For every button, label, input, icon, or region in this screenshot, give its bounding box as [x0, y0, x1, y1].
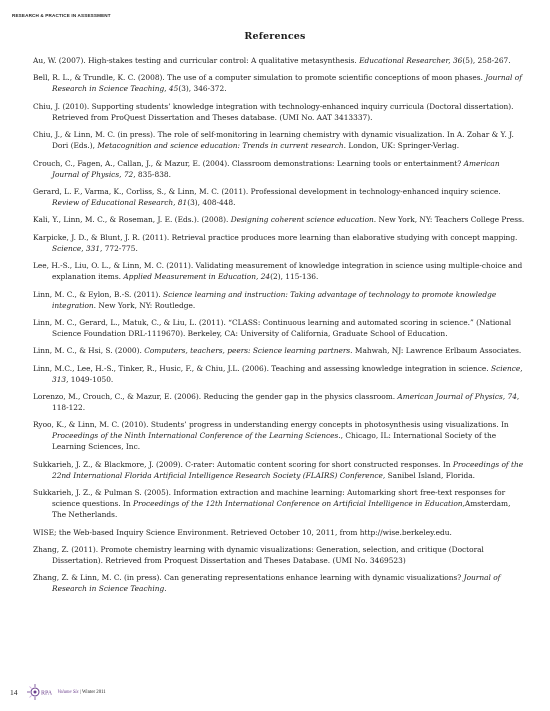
rpa-logo-icon: [26, 683, 56, 701]
reference-text-tail: New York, NY: Teachers College Press.: [376, 215, 525, 225]
reference-text: Kali, Y., Linn, M. C., & Roseman, J. E. (Eds.). (2008).: [33, 215, 231, 225]
reference-entry: [33, 572, 525, 594]
reference-text: Chiu, J. (2010). Supporting students’ knowledge integration with technology-enhanced inquiry curricula (Doctoral dissertation). Retrieved from ProQuest Dissertation and Theses database. (UMI No. AAT 3413337).: [33, 101, 514, 122]
reference-text-tail: , 118-122.: [52, 392, 520, 413]
reference-text-tail: Amsterdam, The Netherlands.: [52, 499, 511, 520]
reference-text: WISE; the Web-based Inquiry Science Environment. Retrieved October 10, 2011, from http://wise.berkeley.edu.: [33, 527, 452, 537]
reference-text: Karpicke, J. D., & Blunt, J. R. (2011). Retrieval practice produces more learning than elaborative studying with concept mapping.: [33, 232, 518, 242]
reference-source-title: Proceedings of the Ninth International Conference of the Learning Sciences.: [52, 431, 341, 441]
reference-text-tail: , Chicago, IL: International Society of the Learning Sciences, Inc.: [52, 431, 497, 452]
reference-source-title: American Journal of Physics, 74: [397, 392, 517, 402]
reference-source-title: Proceedings of the 22nd International Florida Artificial Intelligence Research Society (FLAIRS) Conference,: [52, 459, 524, 480]
reference-source-title: Applied Measurement in Education, 24: [123, 272, 271, 282]
reference-text: Linn, M. C., & Hsi, S. (2000).: [33, 346, 145, 356]
reference-entry: [33, 317, 525, 339]
reference-text: Ryoo, K., & Linn, M. C. (2010). Students’ progress in understanding energy concepts in photosynthesis using visualizations. In: [33, 420, 509, 430]
reference-source-title: Science learning and instruction: Taking advantage of technology to promote knowledge integration.: [52, 289, 497, 310]
reference-text-tail: (2), 115-136.: [270, 272, 319, 282]
reference-entry: [33, 55, 525, 66]
reference-source-title: Designing coherent science education.: [230, 215, 377, 225]
reference-entry: [33, 363, 525, 385]
reference-entry: [33, 391, 525, 413]
reference-text-tail: , 772-775.: [100, 243, 138, 253]
reference-text: Zhang, Z. (2011). Promote chemistry learning with dynamic visualizations: Generation, selection, and critique (Doctoral Dissertation). Retrieved from Proquest Dissertation and Theses Database. (UMI No. 3469523): [33, 545, 484, 566]
page-number: 14: [10, 687, 18, 697]
reference-text-tail: Mahwah, NJ: Lawrence Erlbaum Associates.: [352, 346, 522, 356]
reference-text-tail: New York, NY: Routledge.: [96, 300, 196, 310]
volume-text: Volume Six: [57, 689, 79, 695]
reference-entry: [33, 289, 525, 311]
reference-source-title: American Journal of Physics, 72: [52, 158, 500, 179]
reference-text-tail: London, UK: Springer-Verlag.: [345, 141, 460, 151]
reference-source-title: Science, 331: [52, 243, 101, 253]
running-header: RESEARCH & PRACTICE IN ASSESSMENT: [12, 13, 111, 18]
reference-source-title: Proceedings of the 12th International Conference on Artificial Intelligence in Education,: [133, 499, 465, 509]
reference-text: Chiu, J., & Linn, M. C. (in press). The role of self-monitoring in learning chemistry with dynamic visualization. In A. Zohar & Y. J. Dori (Eds.),: [33, 130, 514, 151]
reference-text: Au, W. (2007). High-stakes testing and curricular control: A qualitative metasynthesis.: [33, 56, 360, 65]
reference-text: Crouch, C., Fagen, A., Callan, J., & Mazur, E. (2004). Classroom demonstrations: Learning tools or entertainment?: [33, 158, 464, 168]
reference-text-tail: , 1049-1050.: [66, 374, 114, 384]
reference-text-tail: (5), 258-267.: [462, 56, 511, 65]
reference-text: Sukkarieh, J. Z., & Pulman S. (2005). Information extraction and machine learning: Automarking short free-text responses for science questions. In: [33, 488, 506, 509]
reference-entry: [33, 158, 525, 180]
reference-source-title: Journal of Research in Science Teaching, 45: [52, 73, 522, 94]
reference-entry: [33, 72, 525, 94]
reference-text: Linn, M. C., & Eylon, B.-S. (2011).: [33, 289, 164, 299]
reference-entry: [33, 419, 525, 452]
logo-text: RPA: [40, 690, 52, 697]
reference-source-title: Science, 313: [52, 363, 523, 384]
reference-text: Lee, H.-S., Liu, O. L., & Linn, M. C. (2011). Validating measurement of knowledge integration in science using multiple-choice and explanation items.: [33, 261, 523, 282]
issue-label: [58, 690, 106, 695]
reference-text: Linn, M. C., Gerard, L., Matuk, C., & Liu, L. (2011). “CLASS: Continuous learning and automated scoring in science.” (National Science Foundation DRL-1119670). Berkeley, CA: University of California, Graduate School of Education.: [33, 317, 512, 338]
reference-text: Sukkarieh, J. Z., & Blackmore, J. (2009). C-rater: Automatic content scoring for short constructed responses. In: [33, 459, 453, 469]
reference-text-tail: (3), 408-448.: [187, 197, 236, 207]
reference-text: Linn, M.C., Lee, H.-S., Tinker, R., Husic, F., & Chiu, J.L. (2006). Teaching and assessing knowledge integration in science.: [33, 363, 491, 373]
reference-text: Bell, R. L., & Trundle, K. C. (2008). The use of a computer simulation to promote scientific conceptions of moon phases.: [33, 73, 486, 83]
reference-source-title: Computers, teachers, peers: Science learning partners.: [144, 346, 353, 356]
reference-entry: [33, 101, 525, 123]
reference-source-title: Review of Educational Research, 81: [52, 197, 188, 207]
reference-entry: [33, 260, 525, 282]
reference-text: Gerard, L. F., Varma, K., Corliss, S., & Linn, M. C. (2011). Professional development in technology-enhanced inquiry science.: [33, 186, 501, 196]
footer-separator: |: [78, 689, 82, 695]
reference-entry: [33, 186, 525, 208]
reference-text-tail: (3), 346-372.: [178, 84, 227, 94]
reference-text-tail: Sanibel Island, Florida.: [385, 470, 476, 480]
reference-list: [33, 55, 525, 601]
reference-entry: [33, 487, 525, 520]
reference-text: Lorenzo, M., Crouch, C., & Mazur, E. (2006). Reducing the gender gap in the physics classroom.: [33, 392, 398, 402]
reference-entry: [33, 129, 525, 151]
reference-entry: [33, 345, 525, 356]
reference-source-title: Educational Researcher, 36: [359, 56, 463, 65]
reference-entry: [33, 214, 525, 225]
page-title: References: [244, 31, 306, 42]
page-footer: [10, 683, 106, 701]
reference-entry: [33, 544, 525, 566]
reference-entry: [33, 232, 525, 254]
reference-source-title: Journal of Research in Science Teaching.: [52, 573, 501, 594]
reference-entry: [33, 527, 525, 538]
season-text: Winter 2011: [81, 689, 106, 695]
reference-text-tail: , 835-838.: [133, 169, 171, 179]
reference-source-title: Metacognition and science education: Trends in current research.: [97, 141, 346, 151]
reference-text: Zhang, Z. & Linn, M. C. (in press). Can generating representations enhance learning with dynamic visualizations?: [33, 573, 464, 583]
reference-entry: [33, 459, 525, 481]
